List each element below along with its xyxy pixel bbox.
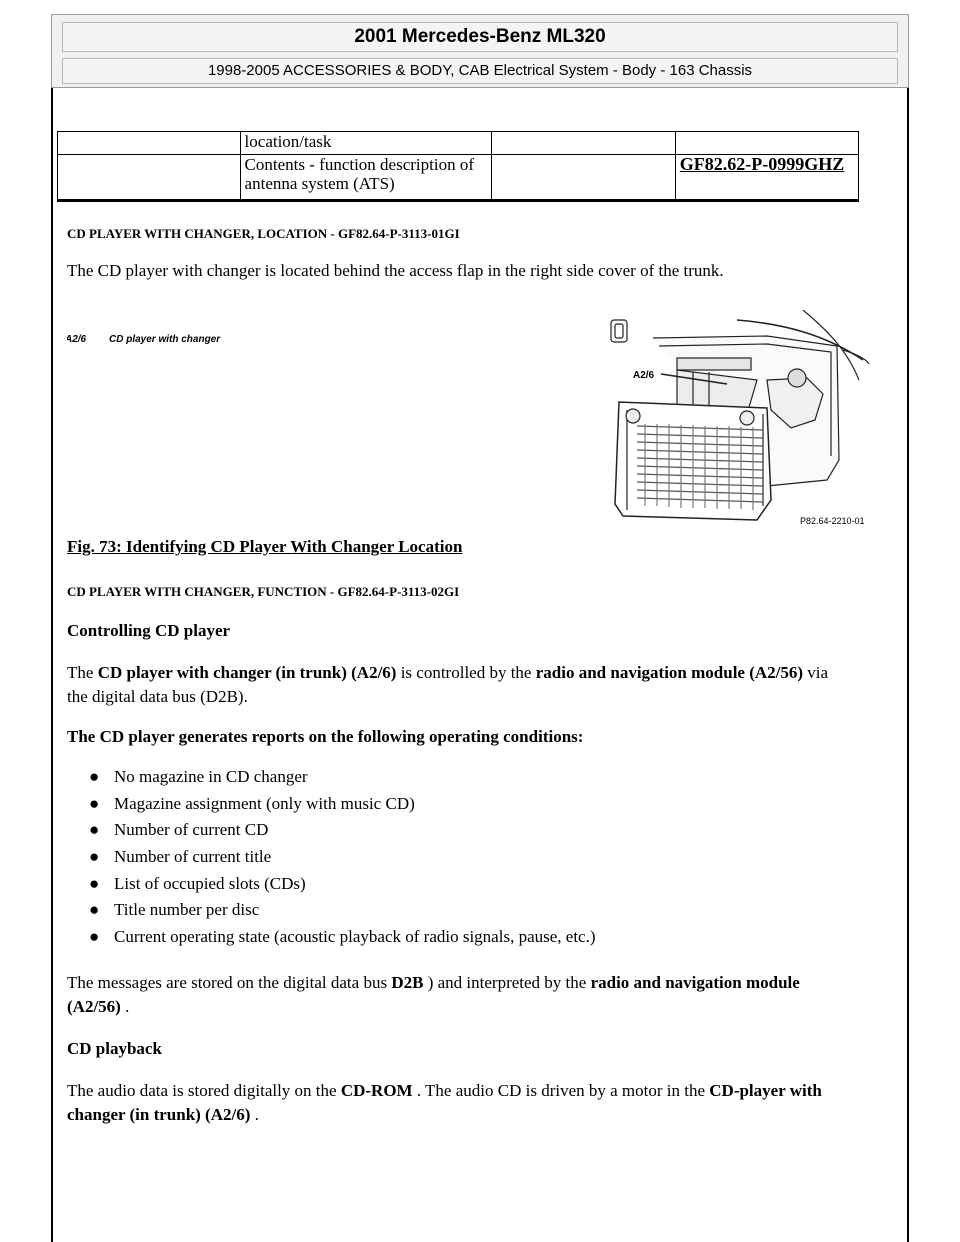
- list-item: [67, 765, 596, 792]
- table-cell: Contents - function description of antenna system (ATS): [240, 155, 492, 201]
- list-item-text: Magazine assignment (only with music CD): [114, 793, 415, 813]
- bullet-icon: ●: [89, 873, 100, 893]
- image-code: P82.64-2210-01: [800, 516, 865, 526]
- bullet-icon: ●: [89, 847, 100, 867]
- page-border-left: [51, 88, 53, 1242]
- location-paragraph: The CD player with changer is located behind the access flap in the right side cover of the trunk.: [67, 261, 724, 280]
- text-run: The messages are stored on the digital data bus: [67, 973, 392, 992]
- bold-run: radio and navigation module (A2/56): [535, 663, 804, 682]
- table-cell: [58, 132, 241, 155]
- table-row: [58, 155, 859, 201]
- subheading-controlling: Controlling CD player: [67, 621, 231, 640]
- list-item-text: List of occupied slots (CDs): [114, 873, 306, 893]
- bullet-icon: ●: [89, 820, 100, 840]
- bold-run: CD-player with: [709, 1081, 822, 1100]
- list-item-text: Number of current CD: [114, 820, 269, 840]
- bullet-icon: ●: [89, 793, 100, 813]
- paragraph-control-line2: the digital data bus (D2B).: [67, 687, 248, 706]
- bold-run: CD player with changer (in trunk) (A2/6): [97, 663, 397, 682]
- list-item-text: Current operating state (acoustic playback of radio signals, pause, etc.): [114, 927, 596, 947]
- bold-run: changer (in trunk) (A2/6): [67, 1105, 251, 1124]
- bold-run: radio and navigation module: [590, 973, 800, 992]
- list-item: [67, 898, 596, 925]
- figure-caption: Fig. 73: Identifying CD Player With Changer Location: [67, 537, 463, 556]
- legend-code: A2/6: [67, 334, 87, 345]
- table-row: [58, 132, 859, 155]
- document-title: 2001 Mercedes-Benz ML320: [62, 22, 898, 52]
- bullet-icon: ●: [89, 900, 100, 920]
- paragraph-messages-line2: [67, 995, 129, 1019]
- bullet-icon: ●: [89, 767, 100, 786]
- operating-conditions-list: [67, 765, 596, 952]
- text-run: . The audio CD is driven by a motor in the: [412, 1081, 710, 1100]
- subheading-playback: CD playback: [67, 1039, 162, 1058]
- table-cell: [492, 132, 676, 155]
- page-border-right: [907, 88, 909, 1242]
- list-item-text: Number of current title: [114, 847, 272, 867]
- page-header: [51, 14, 909, 88]
- reference-link[interactable]: GF82.62-P-0999GHZ: [679, 154, 845, 174]
- reference-table: [57, 131, 859, 202]
- list-item: [67, 818, 596, 845]
- table-cell: [58, 155, 241, 201]
- list-item: [67, 872, 596, 899]
- bold-run: (A2/56): [67, 997, 121, 1016]
- paragraph-control: [67, 661, 828, 685]
- list-item: [67, 792, 596, 819]
- table-cell: location/task: [240, 132, 492, 155]
- bold-run: CD-ROM: [340, 1081, 413, 1100]
- text-run: The: [67, 663, 98, 682]
- section-heading-function: CD PLAYER WITH CHANGER, FUNCTION - GF82.64-P-3113-02GI: [67, 584, 460, 599]
- text-run: is controlled by the: [396, 663, 536, 682]
- trunk-illustration: [611, 310, 869, 520]
- reports-heading: The CD player generates reports on the following operating conditions:: [67, 727, 584, 746]
- text-run: .: [250, 1105, 259, 1124]
- text-run: via: [803, 663, 829, 682]
- figure-callout: A2/6: [633, 370, 655, 381]
- table-cell: [675, 132, 858, 155]
- text-run: ) and interpreted by the: [423, 973, 591, 992]
- text-run: The audio data is stored digitally on the: [67, 1081, 341, 1100]
- bullet-icon: ●: [89, 927, 100, 947]
- document-subtitle: 1998-2005 ACCESSORIES & BODY, CAB Electrical System - Body - 163 Chassis: [62, 58, 898, 84]
- table-cell: [492, 155, 676, 201]
- paragraph-messages: [67, 971, 800, 995]
- paragraph-playback: [67, 1079, 822, 1103]
- paragraph-playback-line2: [67, 1103, 259, 1127]
- bold-run: D2B: [391, 973, 424, 992]
- list-item-text: Title number per disc: [114, 900, 260, 920]
- legend-label: CD player with changer: [109, 334, 221, 345]
- list-item: [67, 925, 596, 952]
- text-run: .: [120, 997, 130, 1016]
- section-heading-location: CD PLAYER WITH CHANGER, LOCATION - GF82.64-P-3113-01GI: [67, 226, 460, 241]
- list-item: [67, 845, 596, 872]
- cd-changer-illustration: [67, 310, 907, 530]
- figure-cd-changer: [67, 310, 907, 530]
- list-item-text: No magazine in CD changer: [114, 767, 308, 786]
